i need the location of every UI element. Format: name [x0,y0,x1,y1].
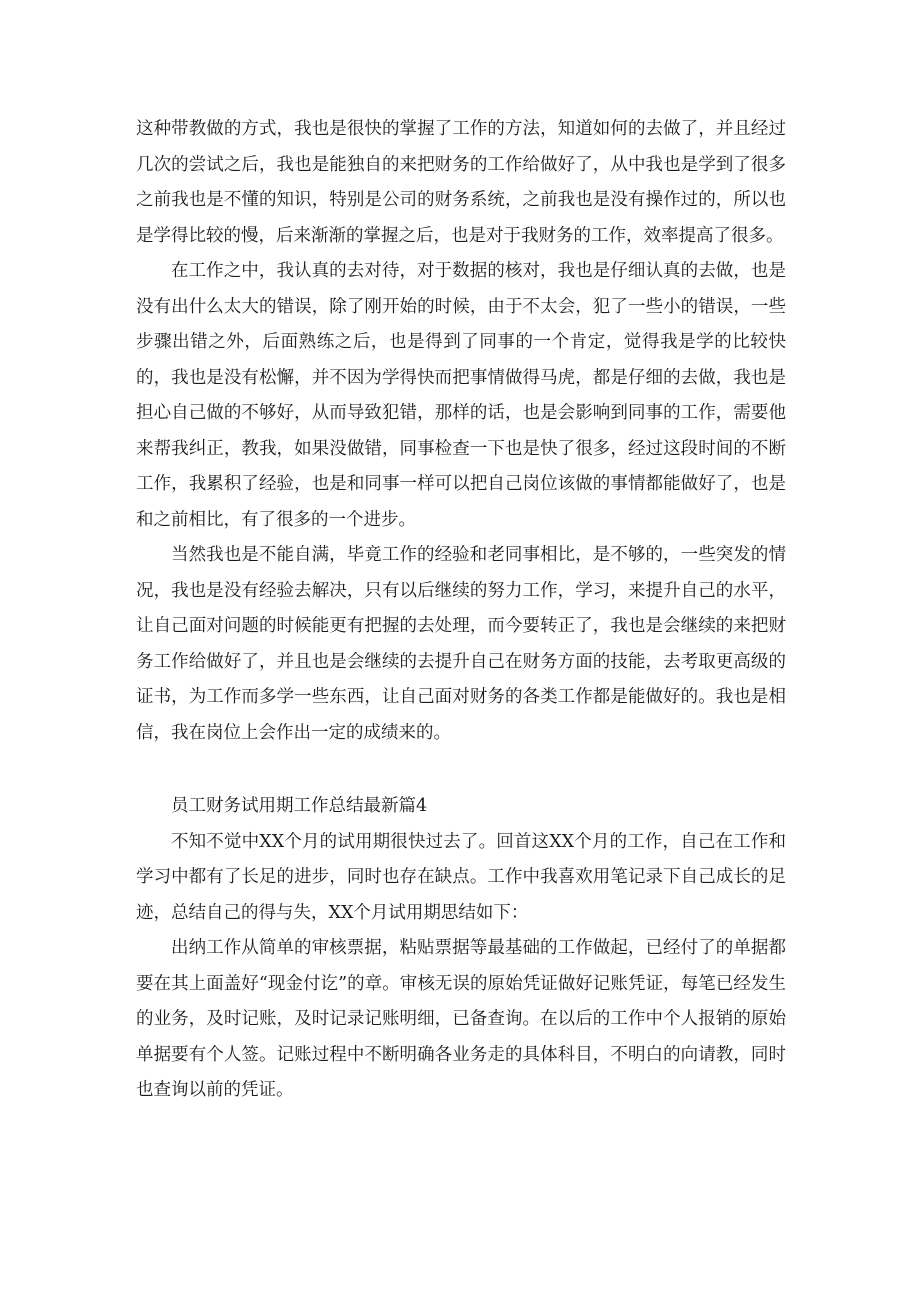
section-heading: 员工财务试用期工作总结最新篇4 [171,796,428,816]
paragraph-self-improvement: 当然我也是不能自满，毕竟工作的经验和老同事相比，是不够的，一些突发的情况，我也是没有经验去解决，只有以后继续的努力工作，学习，来提升自己的水平，让自己面对问题的时候能更有把握的去处理，而今要转正了，我也是会继续的来把财务工作给做好了，并且也是会继续的去提升自己在财务方面的技能，去考取更高级的证书，为工作而多学一些东西，让自己面对财务的各类工作都是能做好的。我也是相信，我在岗位上会作出一定的成绩来的。 [136,545,786,743]
document-body [136,112,786,1109]
paragraph-cashier-work: 出纳工作从简单的审核票据，粘贴票据等最基础的工作做起，已经付了的单据都要在其上面盖好“现金付讫”的章。审核无误的原始凭证做好记账凭证，每笔已经发生的业务，及时记账，及时记录记账明细，已备查询。在以后的工作中个人报销的原始单据要有个人签。记账过程中不断明确各业务走的具体科目，不明白的向请教，同时也查询以前的凭证。 [136,938,786,1100]
paragraph-continuation: 这种带教做的方式，我也是很快的掌握了工作的方法，知道如何的去做了，并且经过几次的尝试之后，我也是能独自的来把财务的工作给做好了，从中我也是学到了很多之前我也是不懂的知识，特别是公司的财务系统，之前我也是没有操作过的，所以也是学得比较的慢，后来渐渐的掌握之后，也是对于我财务的工作，效率提高了很多。 [136,119,786,246]
paragraph-probation-intro: 不知不觉中XX个月的试用期很快过去了。回首这XX个月的工作，自己在工作和学习中都有了长足的进步，同时也存在缺点。工作中我喜欢用笔记录下自己成长的足迹，总结自己的得与失，XX个月试用期思结如下： [136,831,786,923]
paragraph-work-attitude: 在工作之中，我认真的去对待，对于数据的核对，我也是仔细认真的去做，也是没有出什么太大的错误，除了刚开始的时候，由于不太会，犯了一些小的错误，一些步骤出错之外，后面熟练之后，也是得到了同事的一个肯定，觉得我是学的比较快的，我也是没有松懈，并不因为学得快而把事情做得马虎，都是仔细的去做，我也是担心自己做的不够好，从而导致犯错，那样的话，也是会影响到同事的工作，需要他来帮我纠正，教我，如果没做错，同事检查一下也是快了很多，经过这段时间的不断工作，我累积了经验，也是和同事一样可以把自己岗位该做的事情都能做好了，也是和之前相比，有了很多的一个进步。 [136,261,786,530]
